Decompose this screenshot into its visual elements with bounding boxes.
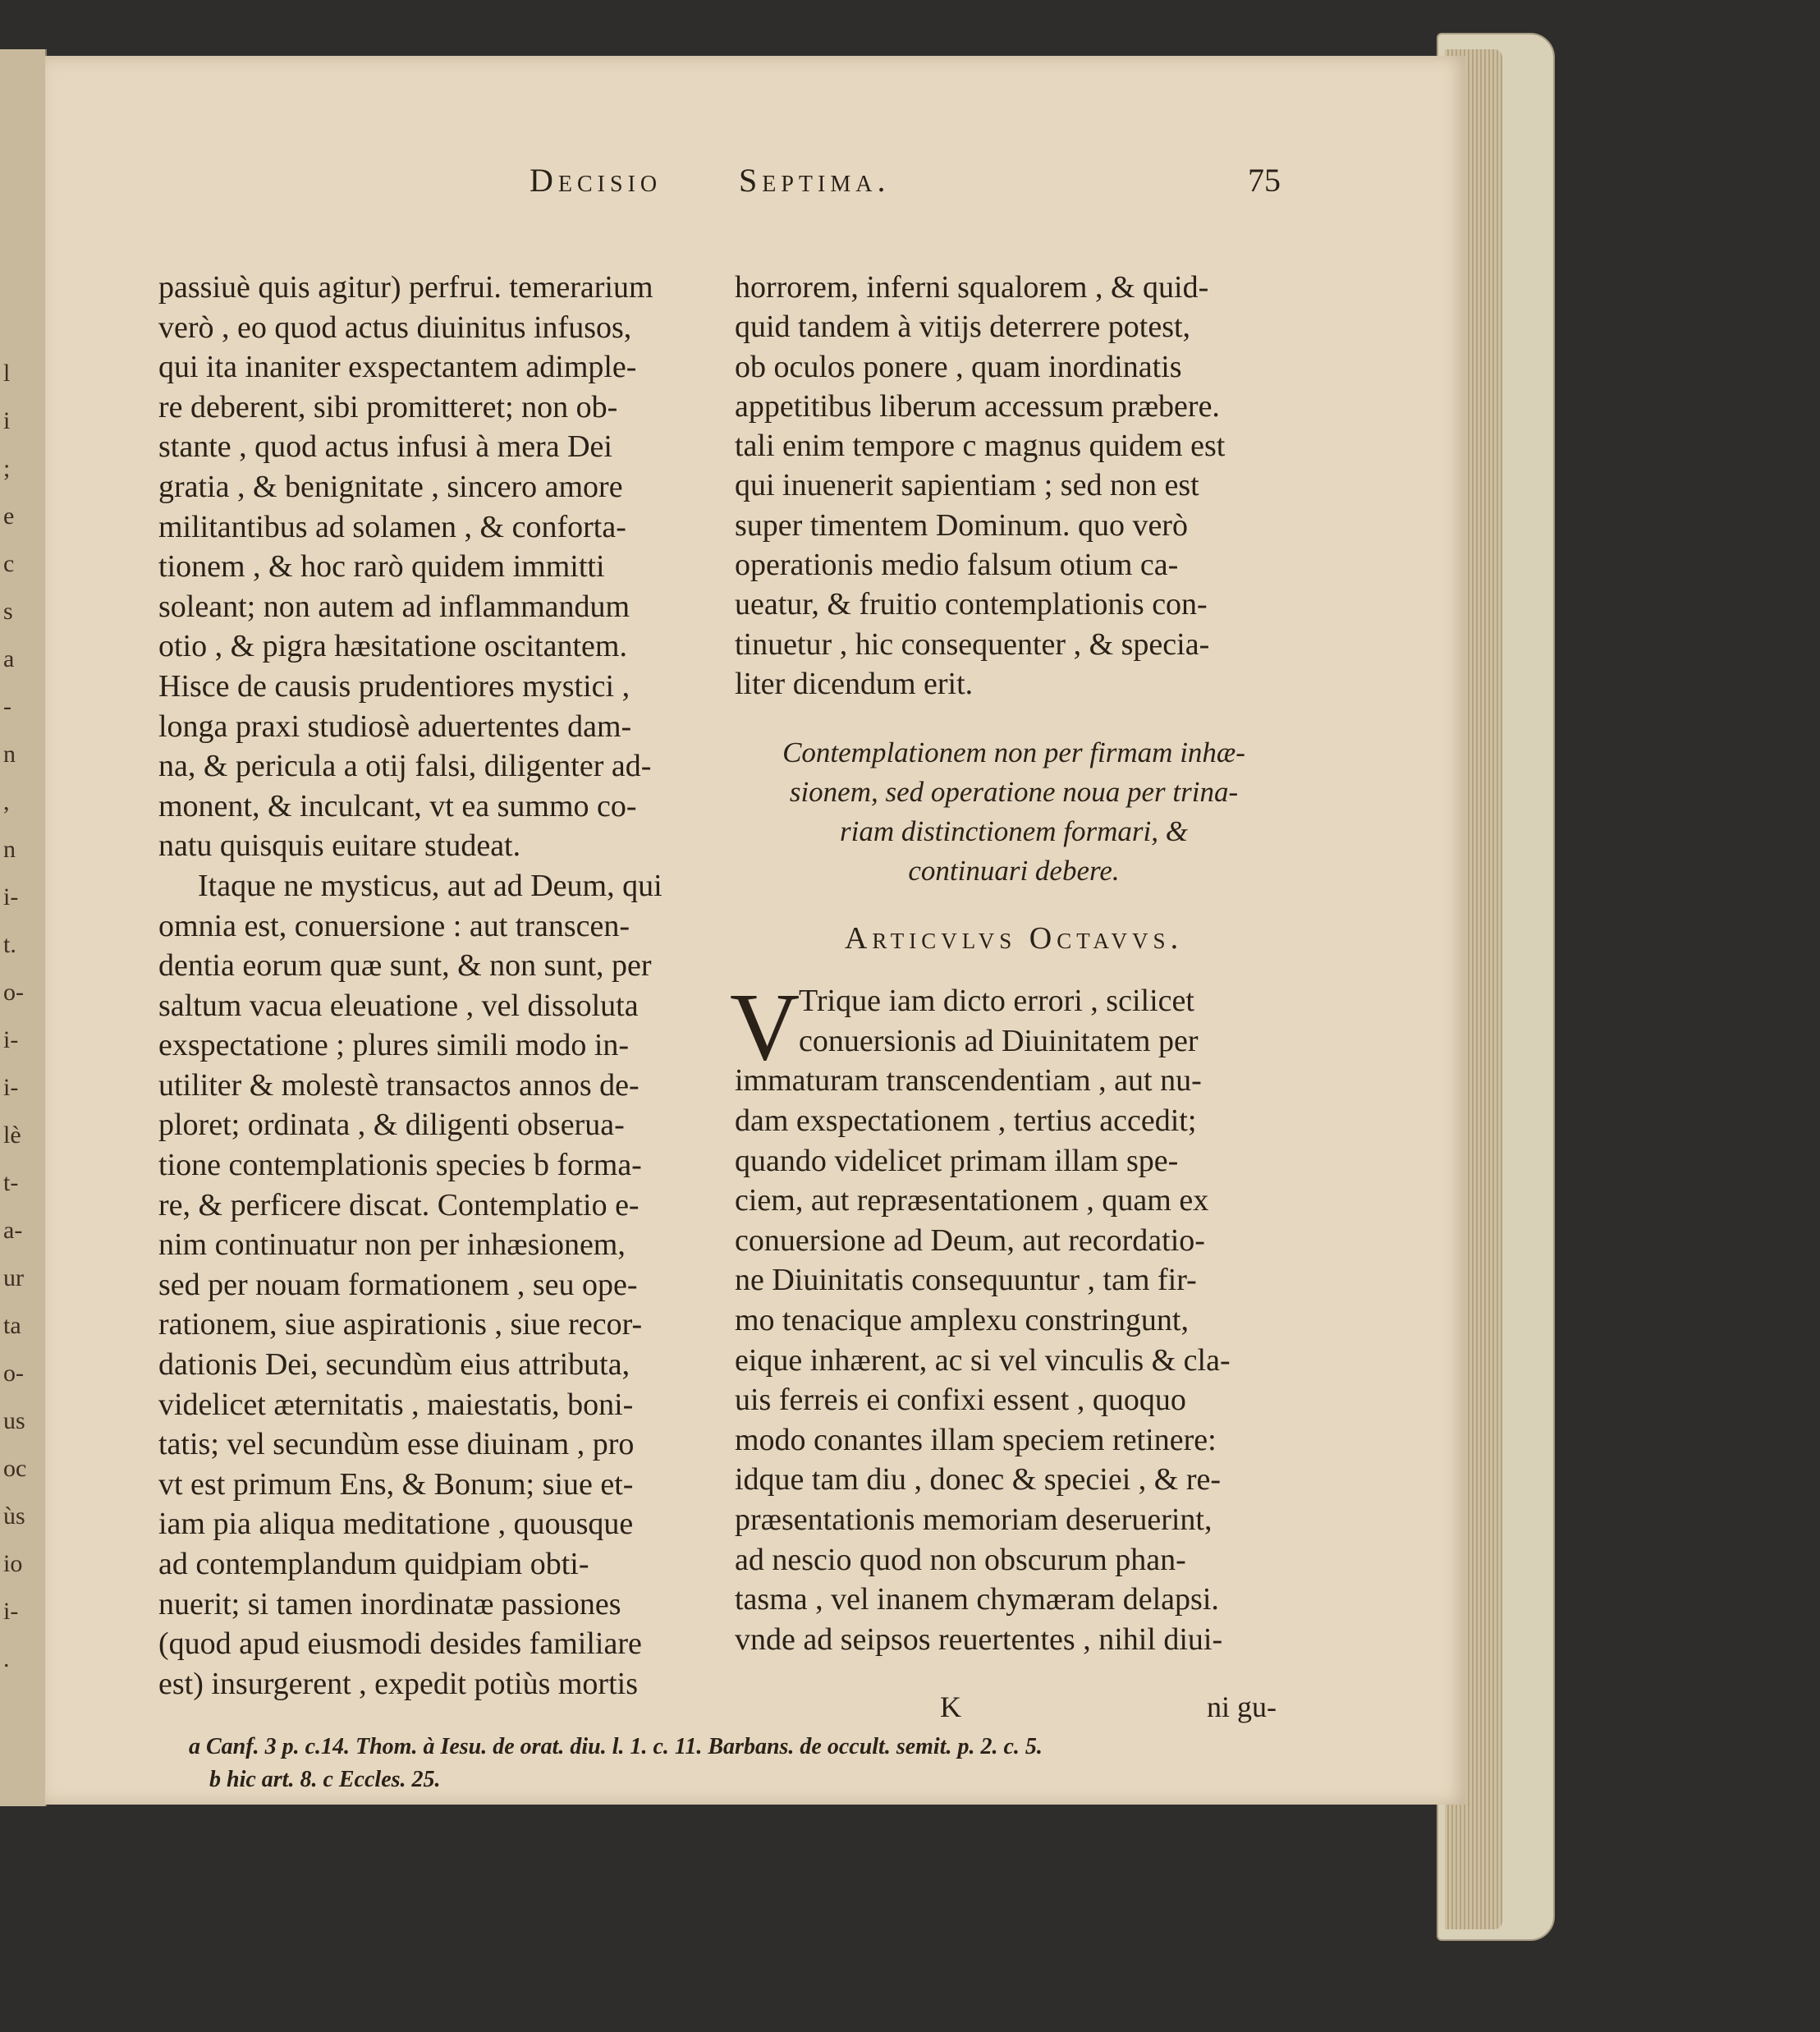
text-line: re deberent, sibi promitteret; non ob- (158, 389, 618, 424)
text-line: passiuè quis agitur) perfrui. temerarium (158, 270, 653, 305)
page-number: 75 (1248, 162, 1281, 199)
margin-fragment: , (3, 788, 10, 815)
text-line: horrorem, inferni squalorem , & quid- (735, 270, 1209, 305)
left-page-edge (0, 49, 47, 1806)
text-line: stante , quod actus infusi à mera Dei (158, 429, 612, 465)
margin-fragment: us (3, 1407, 25, 1434)
running-head-left: Decisio (529, 162, 662, 199)
right-column-paragraph (735, 268, 1293, 704)
margin-fragment: n (3, 741, 16, 768)
text-line: omnia est, conuersione : aut transcen- (158, 908, 630, 943)
text-line: re, & perficere discat. Contemplatio e- (158, 1187, 640, 1222)
margin-fragment: i- (3, 1074, 19, 1101)
text-line: dentia eorum quæ sunt, & non sunt, per (158, 948, 652, 984)
margin-fragment: i- (3, 883, 19, 911)
running-head (45, 161, 1465, 210)
margin-fragment: c (3, 550, 15, 577)
text-line: dam exspectationem , tertius accedit; (735, 1103, 1197, 1139)
text-line: tinuetur , hic consequenter , & specia- (735, 626, 1210, 662)
text-line: quid tandem à vitijs deterrere potest, (735, 310, 1191, 345)
margin-fragment: o- (3, 979, 24, 1006)
margin-fragment: t. (3, 931, 16, 958)
text-line: qui ita inaniter exspectantem adimple- (158, 350, 637, 385)
margin-fragment: - (3, 693, 11, 720)
text-line: ueatur, & fruitio contemplationis con- (735, 587, 1208, 622)
margin-fragment: . (3, 1645, 10, 1672)
text-line: præsentationis memoriam deseruerint, (735, 1502, 1213, 1537)
text-line: ad nescio quod non obscurum phan- (735, 1542, 1186, 1577)
margin-fragment: io (3, 1550, 23, 1577)
signature-mark: K (940, 1690, 961, 1723)
text-line: verò , eo quod actus diuinitus infusos, (158, 310, 632, 345)
text-line: iam pia aliqua meditatione , quousque (158, 1507, 634, 1542)
text-line: rationem, siue aspirationis , siue recor- (158, 1307, 643, 1342)
margin-fragment: n (3, 836, 16, 863)
text-line: na, & pericula a otij falsi, diligenter ad- (158, 749, 652, 784)
text-line: quando videlicet primam illam spe- (735, 1143, 1179, 1178)
margin-fragment: t- (3, 1169, 19, 1196)
text-line: longa praxi studiosè aduertentes dam- (158, 709, 632, 744)
margin-fragment: i- (3, 1026, 19, 1053)
margin-fragment: ùs (3, 1502, 25, 1530)
margin-fragment: s (3, 598, 13, 625)
text-line: super timentem Dominum. quo verò (735, 507, 1188, 543)
text-line: natu quisquis euitare studeat. (158, 828, 521, 864)
margin-fragment: oc (3, 1455, 27, 1482)
text-line: tione contemplationis species b forma- (158, 1148, 642, 1183)
text-line: riam distinctionem formari, & (840, 815, 1188, 848)
margin-fragment: ur (3, 1264, 24, 1291)
catchword: ni gu- (1207, 1690, 1277, 1723)
left-page-margin-text (3, 361, 36, 1839)
text-line: liter dicendum erit. (735, 666, 974, 701)
text-line: sionem, sed operatione noua per trina- (789, 776, 1239, 809)
text-line: eique inhærent, ac si vel vinculis & cla- (735, 1342, 1231, 1378)
text-line: operationis medio falsum otium ca- (735, 548, 1179, 583)
text-line: videlicet æternitatis , maiestatis, boni- (158, 1387, 634, 1422)
text-line: gratia , & benignitate , sincero amore (158, 469, 623, 504)
text-line: ne Diuinitatis consequuntur , tam fir- (735, 1263, 1197, 1298)
text-line: vt est primum Ens, & Bonum; siue et- (158, 1466, 634, 1502)
text-line: idque tam diu , donec & speciei , & re- (735, 1462, 1221, 1498)
margin-fragment: e (3, 502, 15, 530)
text-line: monent, & inculcant, vt ea summo co- (158, 788, 637, 823)
text-line: modo conantes illam speciem retinere: (735, 1422, 1217, 1457)
text-line: conuersionis ad Diuinitatem per (799, 1023, 1199, 1058)
margin-fragment: ta (3, 1312, 21, 1339)
text-line: ad contemplandum quidpiam obti- (158, 1547, 589, 1581)
left-column (158, 268, 717, 1704)
text-line: ploret; ordinata , & diligenti obserua- (158, 1108, 625, 1143)
text-line: vnde ad seipsos reuertentes , nihil diui- (735, 1621, 1223, 1657)
text-line: nuerit; si tamen inordinatæ passiones (158, 1586, 621, 1621)
text-line: Contemplationem non per firmam inhæ- (782, 736, 1245, 769)
drop-cap: V (730, 973, 800, 1081)
margin-fragment: lè (3, 1121, 21, 1149)
text-line: otio , & pigra hæsitatione oscitantem. (158, 629, 627, 664)
margin-fragment: ; (3, 455, 11, 482)
text-line: immaturam transcendentiam , aut nu- (735, 1063, 1202, 1099)
text-line: exspectatione ; plures simili modo in- (158, 1028, 630, 1063)
text-line: Trique iam dicto errori , scilicet (799, 984, 1194, 1019)
right-column (730, 268, 1293, 1659)
text-line: ciem, aut repræsentationem , quam ex (735, 1183, 1209, 1218)
margin-fragment: a (3, 645, 15, 672)
running-head-center: Septima. (739, 162, 891, 199)
article-title: Articvlvs Octavvs. (844, 921, 1184, 956)
text-line: tali enim tempore c magnus quidem est (735, 429, 1226, 464)
margin-fragment: l (3, 360, 11, 387)
text-line: appetitibus liberum accessum præbere. (735, 388, 1220, 424)
section-heading (735, 733, 1293, 891)
footnote-line: b hic art. 8. c Eccles. 25. (209, 1767, 441, 1792)
book-page (45, 56, 1465, 1805)
text-line: uis ferreis ei confixi essent , quoquo (735, 1383, 1186, 1418)
text-line: militantibus ad solamen , & conforta- (158, 509, 626, 544)
text-line: Itaque ne mysticus, aut ad Deum, qui (198, 868, 662, 903)
article-body (730, 973, 1293, 1659)
text-line: mo tenacique amplexu constringunt, (735, 1303, 1189, 1338)
text-line: dationis Dei, secundùm eius attributa, (158, 1347, 630, 1383)
margin-fragment: a- (3, 1217, 23, 1244)
text-line: nim continuatur non per inhæsionem, (158, 1227, 626, 1263)
text-line: soleant; non autem ad inflammandum (158, 589, 630, 624)
text-line: continuari debere. (908, 855, 1120, 888)
text-line: tionem , & hoc rarò quidem immitti (158, 549, 605, 585)
text-line: tatis; vel secundùm esse diuinam , pro (158, 1427, 635, 1462)
footnotes (189, 1731, 1289, 1796)
text-line: conuersione ad Deum, aut recordatio- (735, 1222, 1205, 1258)
text-line: qui inuenerit sapientiam ; sed non est (735, 468, 1199, 503)
footnote-line: a Canf. 3 p. c.14. Thom. à Iesu. de orat. diu. l. 1. c. 11. Barbans. de occult. semit. p. 2. c. 5. (189, 1734, 1043, 1759)
margin-fragment: o- (3, 1360, 24, 1387)
margin-fragment: i (3, 407, 11, 434)
text-line: ob oculos ponere , quam inordinatis (735, 349, 1182, 384)
margin-fragment: i- (3, 1598, 19, 1625)
text-line: saltum vacua eleuatione , vel dissoluta (158, 988, 639, 1023)
text-line: sed per nouam formationem , seu ope- (158, 1267, 638, 1302)
text-line: utiliter & molestè transactos annos de- (158, 1067, 640, 1103)
page-footer (45, 1690, 1465, 1731)
text-line: Hisce de causis prudentiores mystici , (158, 668, 630, 704)
text-line: (quod apud eiusmodi desides familiare (158, 1626, 642, 1662)
text-line: tasma , vel inanem chymæram delapsi. (735, 1582, 1219, 1617)
text-line: est) insurgerent , expedit potiùs mortis (158, 1666, 638, 1701)
